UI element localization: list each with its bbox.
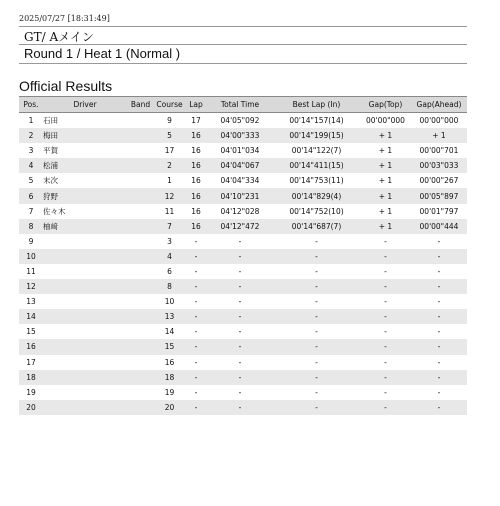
cell-driver <box>43 400 127 415</box>
cell-band <box>127 400 154 415</box>
cell-pos: 6 <box>19 188 43 203</box>
column-header-pos: Pos. <box>19 97 43 113</box>
cell-gap-ahead: - <box>411 400 467 415</box>
table-row <box>19 339 467 354</box>
cell-total-time: 04'04"067 <box>207 158 273 173</box>
cell-band <box>127 173 154 188</box>
cell-band <box>127 128 154 143</box>
table-row <box>19 219 467 234</box>
column-header-band: Band <box>127 97 154 113</box>
cell-band <box>127 219 154 234</box>
table-row <box>19 324 467 339</box>
table-row <box>19 249 467 264</box>
cell-pos: 16 <box>19 339 43 354</box>
cell-total-time: - <box>207 370 273 385</box>
cell-gap-top: + 1 <box>360 158 411 173</box>
cell-driver: 石田 <box>43 116 58 126</box>
table-row <box>19 234 467 249</box>
table-header-row <box>19 97 467 113</box>
column-header-course: Course <box>154 97 185 113</box>
cell-best-lap: - <box>315 357 318 367</box>
cell-gap-ahead: - <box>411 279 467 294</box>
table-row <box>19 188 467 203</box>
cell-pos: 3 <box>28 146 34 156</box>
cell-lap: - <box>185 370 207 385</box>
cell-band <box>127 279 154 294</box>
cell-best-lap: 00'14"122(7) <box>291 146 342 156</box>
cell-total-time: - <box>238 327 242 337</box>
cell-gap-ahead: - <box>437 297 441 307</box>
cell-lap: 16 <box>191 206 201 216</box>
cell-gap-top: - <box>384 327 387 337</box>
cell-driver <box>43 309 127 324</box>
cell-lap: - <box>185 339 207 354</box>
cell-gap-top: + 1 <box>378 206 393 216</box>
cell-driver <box>43 249 127 264</box>
cell-pos: 8 <box>19 219 43 234</box>
cell-best-lap: - <box>273 309 360 324</box>
cell-pos: 11 <box>26 266 36 276</box>
cell-best-lap: 00'14"199(15) <box>273 128 360 143</box>
cell-gap-ahead: 00'01"797 <box>419 206 459 216</box>
cell-gap-ahead: 00'00"267 <box>419 176 459 186</box>
cell-pos: 12 <box>19 279 43 294</box>
cell-gap-top: - <box>384 387 387 397</box>
table-row <box>19 279 467 294</box>
cell-lap: - <box>194 236 198 246</box>
cell-driver <box>43 324 127 339</box>
header-divider-mid <box>19 44 467 45</box>
cell-best-lap: - <box>273 370 360 385</box>
cell-best-lap: - <box>315 387 318 397</box>
cell-lap: - <box>185 309 207 324</box>
cell-driver <box>43 279 127 294</box>
cell-gap-top: + 1 <box>378 146 393 156</box>
cell-gap-ahead: 00'00"701 <box>419 146 459 156</box>
cell-course: 7 <box>154 219 185 234</box>
heat-subtitle: Round 1 / Heat 1 (Normal ) <box>24 46 181 61</box>
cell-band <box>127 204 154 219</box>
cell-total-time: 04'05"092 <box>220 116 260 126</box>
cell-pos: 9 <box>28 236 34 246</box>
cell-pos: 20 <box>19 400 43 415</box>
cell-driver: 平賀 <box>43 146 58 156</box>
cell-band <box>127 324 154 339</box>
cell-best-lap: - <box>315 327 318 337</box>
cell-band <box>127 158 154 173</box>
cell-lap: - <box>194 387 198 397</box>
cell-pos: 17 <box>26 357 36 367</box>
cell-gap-top: + 1 <box>360 128 411 143</box>
cell-total-time: - <box>238 357 242 367</box>
cell-pos: 4 <box>19 158 43 173</box>
cell-gap-ahead: 00'00"444 <box>411 219 467 234</box>
cell-lap: - <box>194 327 198 337</box>
cell-course: 19 <box>164 387 175 397</box>
cell-course: 13 <box>154 309 185 324</box>
cell-total-time: 04'12"028 <box>220 206 260 216</box>
cell-best-lap: 00'14"411(15) <box>273 158 360 173</box>
cell-gap-ahead: - <box>437 357 441 367</box>
cell-gap-ahead: + 1 <box>411 128 467 143</box>
cell-course: 8 <box>154 279 185 294</box>
cell-band <box>127 249 154 264</box>
cell-lap: - <box>194 266 198 276</box>
section-title: Official Results <box>19 78 113 94</box>
column-header-gap-top: Gap(Top) <box>360 97 411 113</box>
cell-band <box>127 370 154 385</box>
cell-pos: 5 <box>28 176 34 186</box>
cell-pos: 2 <box>19 128 43 143</box>
cell-gap-top: - <box>360 370 411 385</box>
cell-driver: 狩野 <box>43 188 127 203</box>
cell-driver <box>43 264 127 279</box>
cell-pos: 7 <box>28 206 34 216</box>
cell-lap: - <box>185 279 207 294</box>
cell-gap-top: - <box>360 339 411 354</box>
table-row <box>19 158 467 173</box>
column-header-gap-ahead: Gap(Ahead) <box>411 97 467 113</box>
cell-gap-top: - <box>360 400 411 415</box>
cell-band <box>127 339 154 354</box>
cell-pos: 19 <box>26 387 36 397</box>
cell-gap-ahead: - <box>437 327 441 337</box>
cell-gap-ahead: - <box>411 370 467 385</box>
header-divider-top <box>19 26 467 27</box>
cell-course: 18 <box>154 370 185 385</box>
cell-total-time: - <box>207 279 273 294</box>
cell-driver <box>43 234 127 249</box>
header-divider-bottom <box>19 63 467 64</box>
cell-lap: - <box>185 400 207 415</box>
cell-total-time: - <box>238 387 242 397</box>
table-row <box>19 113 467 129</box>
cell-band <box>127 385 154 400</box>
cell-lap: 16 <box>185 158 207 173</box>
cell-course: 20 <box>154 400 185 415</box>
cell-band <box>127 355 154 370</box>
cell-total-time: - <box>207 400 273 415</box>
cell-band <box>127 113 154 129</box>
cell-pos: 18 <box>19 370 43 385</box>
cell-course: 5 <box>154 128 185 143</box>
cell-gap-top: + 1 <box>378 176 393 186</box>
cell-best-lap: 00'14"157(14) <box>289 116 344 126</box>
cell-course: 16 <box>164 357 175 367</box>
cell-lap: - <box>194 297 198 307</box>
cell-pos: 10 <box>19 249 43 264</box>
cell-driver <box>43 385 127 400</box>
cell-gap-ahead: - <box>437 387 441 397</box>
column-header-driver: Driver <box>43 97 127 113</box>
cell-driver: 松浦 <box>43 158 127 173</box>
cell-course: 4 <box>154 249 185 264</box>
cell-gap-top: - <box>384 297 387 307</box>
cell-lap: 17 <box>191 116 201 126</box>
cell-lap: - <box>194 357 198 367</box>
cell-total-time: 04'01"034 <box>220 146 260 156</box>
cell-gap-ahead: - <box>411 249 467 264</box>
cell-course: 2 <box>154 158 185 173</box>
cell-gap-ahead: - <box>437 266 441 276</box>
cell-gap-top: - <box>384 266 387 276</box>
cell-course: 15 <box>154 339 185 354</box>
cell-total-time: - <box>207 339 273 354</box>
cell-best-lap: - <box>273 339 360 354</box>
cell-course: 12 <box>154 188 185 203</box>
table-row <box>19 173 467 188</box>
table-row <box>19 264 467 279</box>
cell-best-lap: 00'14"752(10) <box>289 206 344 216</box>
cell-gap-ahead: - <box>411 339 467 354</box>
cell-total-time: - <box>238 266 242 276</box>
cell-gap-top: 00'00"000 <box>366 116 405 126</box>
table-row <box>19 143 467 158</box>
cell-gap-top: - <box>384 357 387 367</box>
cell-total-time: 04'04"334 <box>220 176 260 186</box>
cell-best-lap: 00'14"829(4) <box>273 188 360 203</box>
cell-total-time: 04'12"472 <box>207 219 273 234</box>
cell-best-lap: - <box>273 400 360 415</box>
cell-gap-top: - <box>360 309 411 324</box>
table-row <box>19 370 467 385</box>
cell-band <box>127 234 154 249</box>
cell-driver: 梅田 <box>43 128 127 143</box>
cell-gap-top: + 1 <box>360 219 411 234</box>
cell-gap-top: - <box>384 236 387 246</box>
cell-course: 9 <box>167 116 172 126</box>
cell-pos: 14 <box>19 309 43 324</box>
cell-lap: 16 <box>185 219 207 234</box>
timestamp: 2025/07/27 [18:31:49] <box>19 14 110 23</box>
cell-driver <box>43 339 127 354</box>
column-header-best-lap: Best Lap (In) <box>273 97 360 113</box>
cell-lap: 16 <box>185 128 207 143</box>
cell-total-time: - <box>207 309 273 324</box>
cell-total-time: - <box>238 236 242 246</box>
cell-gap-ahead: 00'00"000 <box>419 116 459 126</box>
cell-driver: 柚﨑 <box>43 219 127 234</box>
cell-gap-ahead: - <box>437 236 441 246</box>
cell-driver <box>43 294 127 309</box>
cell-pos: 15 <box>26 327 36 337</box>
column-header-lap: Lap <box>185 97 207 113</box>
table-row <box>19 294 467 309</box>
cell-band <box>127 143 154 158</box>
cell-best-lap: - <box>315 266 318 276</box>
cell-best-lap: - <box>315 297 318 307</box>
cell-band <box>127 309 154 324</box>
cell-gap-ahead: 00'05"897 <box>411 188 467 203</box>
cell-course: 3 <box>167 236 172 246</box>
cell-course: 17 <box>164 146 175 156</box>
cell-driver <box>43 355 127 370</box>
cell-gap-ahead: - <box>411 309 467 324</box>
cell-gap-top: + 1 <box>360 188 411 203</box>
cell-lap: - <box>185 249 207 264</box>
cell-best-lap: - <box>273 249 360 264</box>
cell-gap-ahead: 00'03"033 <box>411 158 467 173</box>
cell-best-lap: - <box>315 236 318 246</box>
table-row <box>19 385 467 400</box>
cell-total-time: - <box>207 249 273 264</box>
cell-course: 10 <box>164 297 175 307</box>
cell-total-time: 04'00"333 <box>207 128 273 143</box>
cell-lap: 16 <box>191 146 201 156</box>
cell-band <box>127 294 154 309</box>
cell-best-lap: - <box>273 279 360 294</box>
cell-lap: 16 <box>185 188 207 203</box>
cell-gap-top: - <box>360 249 411 264</box>
cell-gap-top: - <box>360 279 411 294</box>
table-row <box>19 309 467 324</box>
table-row <box>19 355 467 370</box>
cell-band <box>127 264 154 279</box>
cell-driver: 佐々木 <box>43 206 66 216</box>
cell-course: 1 <box>167 176 172 186</box>
cell-pos: 13 <box>26 297 36 307</box>
cell-total-time: - <box>238 297 242 307</box>
cell-band <box>127 188 154 203</box>
table-row <box>19 204 467 219</box>
cell-total-time: 04'10"231 <box>207 188 273 203</box>
cell-course: 14 <box>164 327 175 337</box>
cell-lap: 16 <box>191 176 201 186</box>
column-header-total-time: Total Time <box>207 97 273 113</box>
cell-best-lap: 00'14"753(11) <box>289 176 344 186</box>
table-row <box>19 400 467 415</box>
cell-course: 11 <box>164 206 175 216</box>
cell-driver: 末次 <box>43 176 58 186</box>
results-table <box>19 96 467 415</box>
race-title: GT/ Aメイン <box>24 30 94 44</box>
table-row <box>19 128 467 143</box>
cell-best-lap: 00'14"687(7) <box>273 219 360 234</box>
cell-course: 6 <box>167 266 172 276</box>
cell-pos: 1 <box>28 116 34 126</box>
cell-driver <box>43 370 127 385</box>
